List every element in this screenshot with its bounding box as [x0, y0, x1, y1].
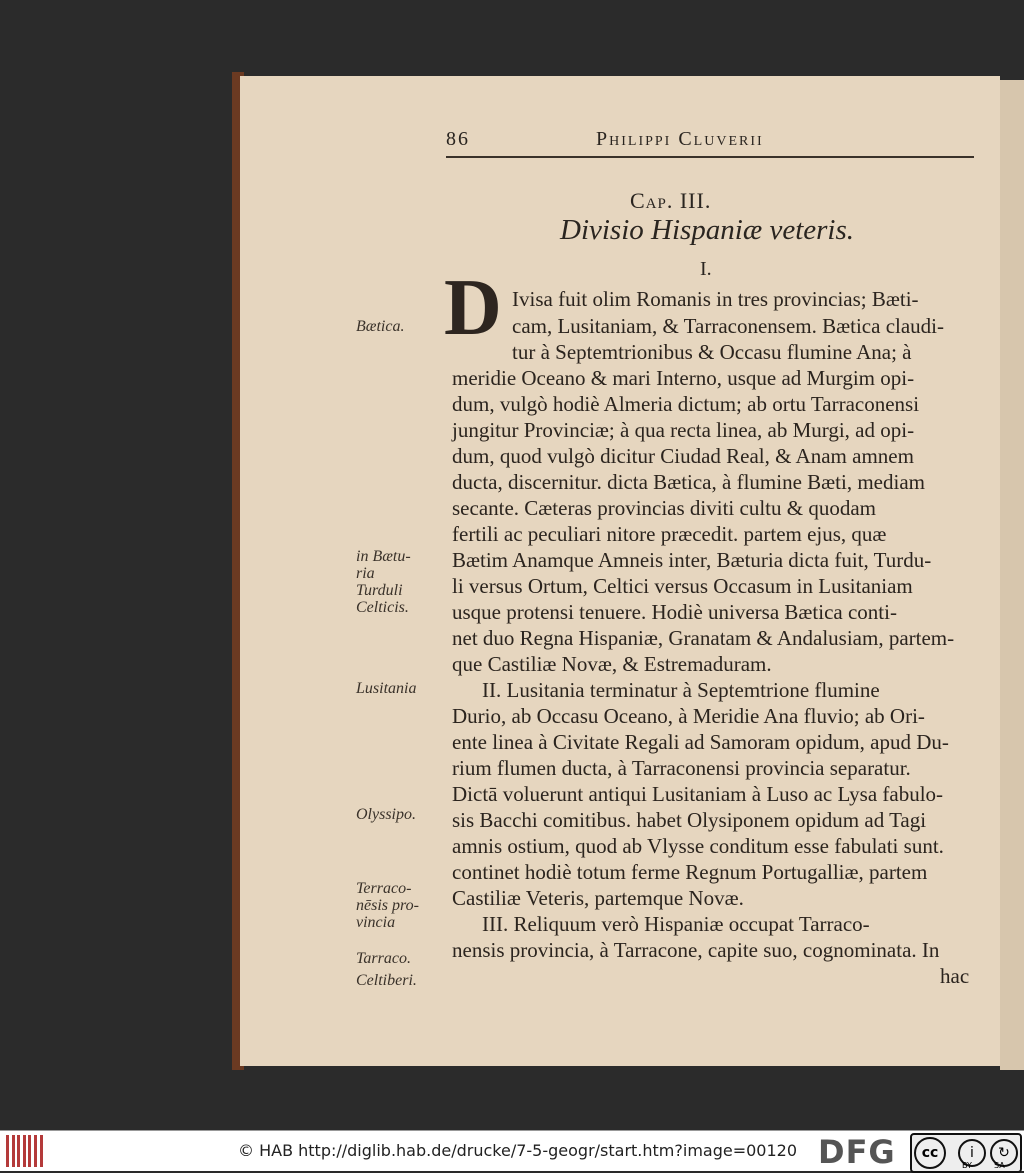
cc-license-badge[interactable] — [910, 1133, 1022, 1173]
margin-note: Olyssipo. — [356, 806, 416, 823]
margin-note: Bætica. — [356, 318, 405, 335]
cc-icon: cc — [914, 1137, 946, 1169]
text-line: meridie Oceano & mari Interno, usque ad Murgim opi- — [452, 366, 915, 390]
margin-note: Tarraco. — [356, 950, 411, 967]
header-rule — [446, 156, 974, 158]
margin-note: in Bætu- ria Turduli Celticis. — [356, 548, 411, 616]
chapter-title: Divisio Hispaniæ veteris. — [560, 214, 855, 246]
text-line: rium flumen ducta, à Tarraconensi provincia separatur. — [452, 756, 911, 780]
text-line: net duo Regna Hispaniæ, Granatam & Andalusiam, partem- — [452, 626, 955, 650]
attribution-icon: i — [958, 1139, 986, 1167]
chapter-heading: Cap. III. — [630, 188, 712, 213]
text-line: li versus Ortum, Celtici versus Occasum in Lusitaniam — [452, 574, 913, 598]
text-line: tur à Septemtrionibus & Occasu flumine Ana; à — [512, 340, 912, 364]
text-line: III. Reliquum verò Hispaniæ occupat Tarraco- — [482, 912, 870, 936]
credit-link[interactable]: © HAB http://diglib.hab.de/drucke/7-5-geogr/start.htm?image=00120 — [238, 1141, 798, 1160]
drop-cap: D — [444, 264, 502, 352]
text-line: hac — [940, 964, 970, 988]
text-line: jungitur Provinciæ; à qua recta linea, ab Murgi, ad opi- — [452, 418, 915, 442]
text-line: Durio, ab Occasu Oceano, à Meridie Ana fluvio; ab Ori- — [452, 704, 925, 728]
dfg-logo: DFG — [818, 1133, 896, 1171]
text-line: Bætim Anamque Amneis inter, Bæturia dicta fuit, Turdu- — [452, 548, 932, 572]
by-label: BY — [962, 1161, 972, 1170]
share-alike-icon: ↻ — [990, 1139, 1018, 1167]
section-number: I. — [700, 258, 712, 280]
margin-note: Terraco- nēsis pro- vincia — [356, 880, 419, 931]
text-line: Castiliæ Veteris, partemque Novæ. — [452, 886, 744, 910]
text-line: nensis provincia, à Tarracone, capite suo, cognominata. In — [452, 938, 940, 962]
text-line: usque protensi tenuere. Hodiè universa Bætica conti- — [452, 600, 897, 624]
text-line: Ivisa fuit olim Romanis in tres provincias; Bæti- — [512, 287, 919, 311]
text-line: amnis ostium, quod ab Vlysse conditum esse fabulati sunt. — [452, 834, 944, 858]
text-line: II. Lusitania terminatur à Septemtrione flumine — [482, 678, 880, 702]
text-line: ente linea à Civitate Regali ad Samoram opidum, apud Du- — [452, 730, 949, 754]
text-line: Dictā voluerunt antiqui Lusitaniam à Luso ac Lysa fabulo- — [452, 782, 944, 806]
margin-note: Celtiberi. — [356, 972, 417, 989]
running-title: Philippi Cluverii — [596, 128, 764, 150]
text-line: continet hodiè totum ferme Regnum Portugalliæ, partem — [452, 860, 928, 884]
text-line: cam, Lusitaniam, & Tarraconensem. Bætica claudi- — [512, 314, 944, 338]
page-number: 86 — [446, 128, 470, 150]
text-line: fertili ac peculiari nitore præcedit. partem ejus, quæ — [452, 522, 887, 546]
text-line: dum, vulgò hodiè Almeria dictum; ab ortu Tarraconensi — [452, 392, 920, 416]
text-line: dum, quod vulgò dicitur Ciudad Real, & Anam amnem — [452, 444, 914, 468]
text-line: que Castiliæ Novæ, & Estremaduram. — [452, 652, 772, 676]
margin-note: Lusitania — [356, 680, 417, 697]
hab-logo-icon — [6, 1135, 46, 1167]
sa-label: SA — [994, 1161, 1005, 1170]
text-line: sis Bacchi comitibus. habet Olysiponem opidum ad Tagi — [452, 808, 927, 832]
footer-bar — [0, 1130, 1024, 1171]
text-line: ducta, discernitur. dicta Bætica, à flumine Bæti, mediam — [452, 470, 925, 494]
text-line: secante. Cæteras provincias diviti cultu & quodam — [452, 496, 876, 520]
running-head — [446, 124, 976, 158]
